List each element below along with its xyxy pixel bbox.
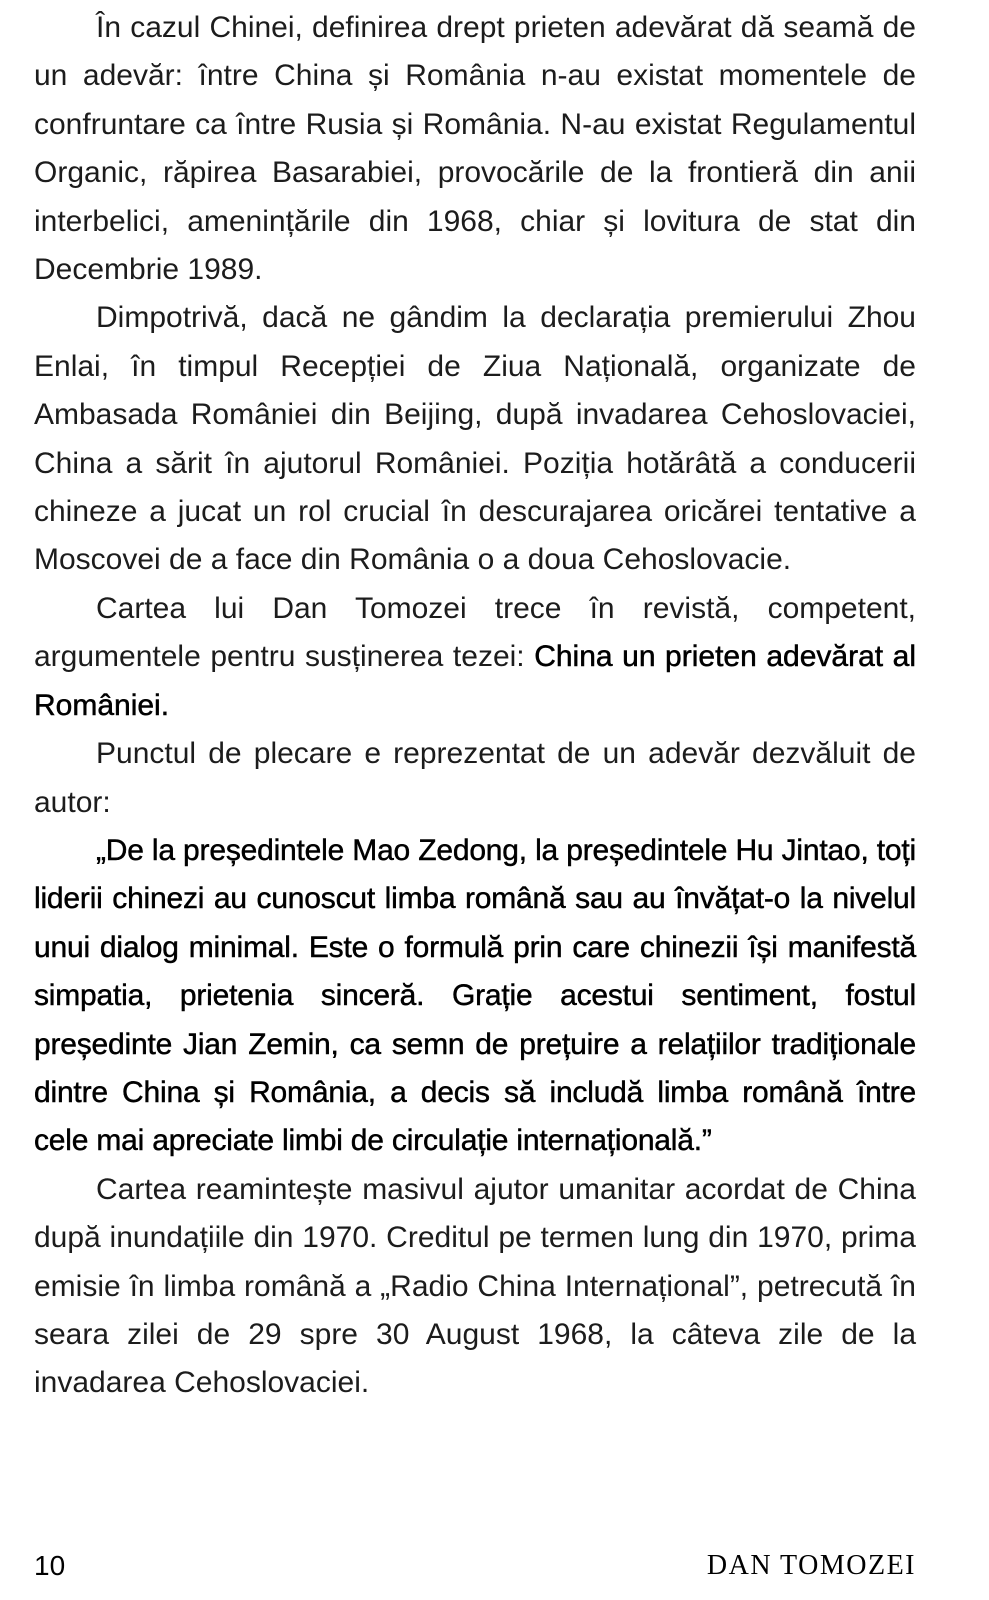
paragraph-book-thesis: [34, 585, 916, 730]
paragraph-china-relations: În cazul Chinei, definirea drept prieten adevărat dă seamă de un adevăr: între China și România n-au existat momentele de confruntare ca între Rusia și România. N-au existat Regulamentul Organic, răpirea Basarabiei, provocările de la frontieră din anii interbelici, amenințările din 1968, chiar și lovitura de stat din Decembrie 1989.: [34, 11, 916, 287]
paragraph-starting-point: Punctul de plecare e reprezentat de un adevăr dezvăluit de autor:: [34, 737, 916, 819]
paragraph-humanitarian-aid: Cartea reamintește masivul ajutor umanitar acordat de China după inundațiile din 1970. Creditul pe termen lung din 1970, prima emisie în limba română a „Radio China Internațional”, petrecută în seara zilei de 29 spre 30 August 1968, la câteva zile de la invadarea Cehoslovaciei.: [34, 1172, 916, 1400]
running-head-author: DAN TOMOZEI: [706, 1550, 916, 1581]
thesis-intro-text: Cartea lui Dan Tomozei trece în revistă, competent, argumentele pentru susținerea tezei:: [34, 591, 916, 674]
page-footer: [34, 1548, 916, 1588]
page-number: 10: [34, 1550, 66, 1581]
quote-block: „De la președintele Mao Zedong, la președintele Hu Jintao, toți liderii chinezi au cunoscut limba română sau au învățat-o la nivelul unui dialog minimal. Este o formulă prin care chinezii își manifestă simpatia, prietenia sinceră. Grație acestui sentiment, fostul președinte Jian Zemin, ca semn de prețuire a relațiilor tradiționale dintre China și România, a decis să includă limba română între cele mai apreciate limbi de circulație internațională.”: [34, 833, 916, 1158]
thesis-emphasis: China un prieten adevărat al României.: [34, 640, 916, 722]
paragraph-zhou-enlai: Dimpotrivă, dacă ne gândim la declarația premierului Zhou Enlai, în timpul Recepției de Ziua Națională, organizate de Ambasada României din Beijing, după invadarea Cehoslovaciei, China a sărit în ajutorul României. Poziția hotărâtă a conducerii chineze a jucat un rol crucial în descurajarea oricărei tentative a Moscovei de a face din România o a doua Cehoslovacie.: [34, 301, 916, 577]
page-body: [34, 4, 916, 1408]
